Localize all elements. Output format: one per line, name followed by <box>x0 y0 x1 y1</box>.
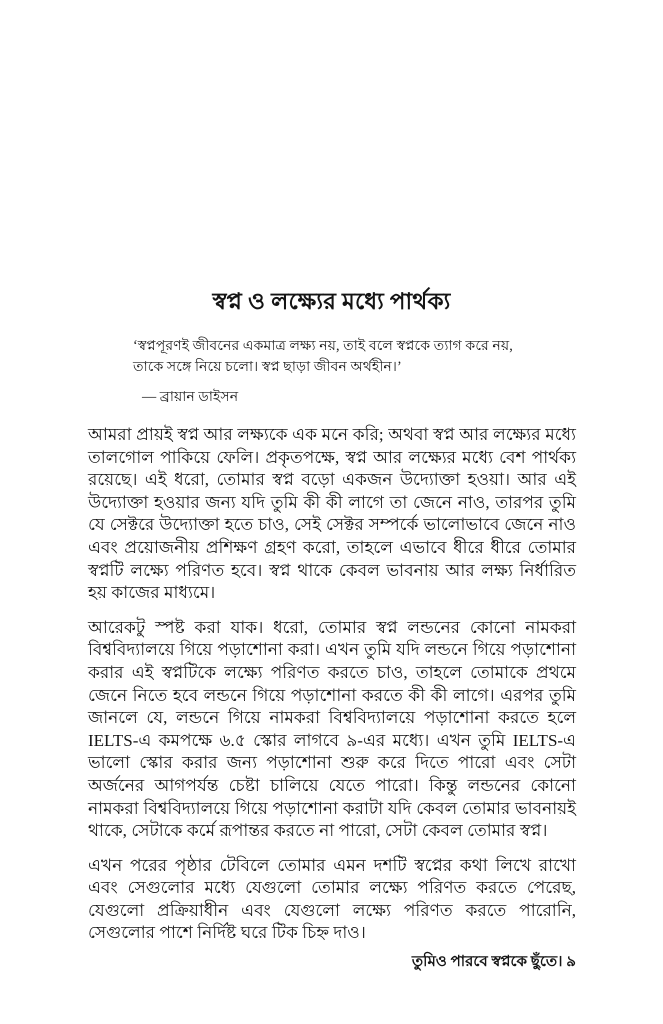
chapter-title: স্বপ্ন ও লক্ষ্যের মধ্যে পার্থক্য <box>212 289 451 315</box>
body-text-column <box>88 424 576 945</box>
body-paragraph: এখন পরের পৃষ্ঠার টেবিলে তোমার এমন দশটি স্বপ্নের কথা লিখে রাখো এবং সেগুলোর মধ্যে যেগুলো তোমার লক্ষ্যে পরিণত করতে পেরেছ, যেগুলো প্রক্রিয়াধীন এবং যেগুলো লক্ষ্যে পরিণত করতে পারোনি, সেগুলোর পাশে নির্দিষ্ট ঘরে টিক চিহ্ন দাও। <box>88 855 576 943</box>
epigraph-block <box>133 336 541 407</box>
body-paragraph: আমরা প্রায়ই স্বপ্ন আর লক্ষ্যকে এক মনে করি; অথবা স্বপ্ন আর লক্ষ্যের মধ্যে তালগোল পাকিয়ে ফেলি। প্রকৃতপক্ষে, স্বপ্ন আর লক্ষ্যের মধ্যে বেশ পার্থক্য রয়েছে। এই ধরো, তোমার স্বপ্ন বড়ো একজন উদ্যোক্তা হওয়া। আর এই উদ্যোক্তা হওয়ার জন্য যদি তুমি কী কী লাগে তা জেনে নাও, তারপর তুমি যে সেক্টরে উদ্যোক্তা হতে চাও, সেই সেক্টর সম্পর্কে ভালোভাবে জেনে নাও এবং প্রয়োজনীয় প্রশিক্ষণ গ্রহণ করো, তাহলে এভাবে ধীরে ধীরে তোমার স্বপ্নটি লক্ষ্যে পরিণত হবে। স্বপ্ন থাকে কেবল ভাবনায় আর লক্ষ্য নির্ধারিত হয় কাজের মাধ্যমে। <box>88 425 576 603</box>
epigraph-quote: ‘স্বপ্নপূরণই জীবনের একমাত্র লক্ষ্য নয়, তাই বলে স্বপ্নকে ত্যাগ করে নয়, তাকে সঙ্গে নিয়ে চলো। স্বপ্ন ছাড়া জীবন অর্থহীন।’ <box>133 338 513 375</box>
epigraph-attribution: — ব্রায়ান ডাইসন <box>142 389 239 405</box>
page-number: ৯ <box>566 954 576 970</box>
page-footer <box>88 952 576 972</box>
footer-separator: । <box>557 954 563 970</box>
body-paragraph: আরেকটু স্পষ্ট করা যাক। ধরো, তোমার স্বপ্ন লন্ডনের কোনো নামকরা বিশ্ববিদ্যালয়ে গিয়ে পড়াশোনা করা। এখন তুমি যদি লন্ডনে গিয়ে পড়াশোনা করার এই স্বপ্নটিকে লক্ষ্যে পরিণত করতে চাও, তাহলে তোমাকে প্রথমে জেনে নিতে হবে লন্ডনে গিয়ে পড়াশোনা করতে কী কী লাগে। এরপর তুমি জানলে যে, লন্ডনে গিয়ে নামকরা বিশ্ববিদ্যালয়ে পড়াশোনা করতে হলে IELTS-এ কমপক্ষে ৬.৫ স্কোর লাগবে ৯-এর মধ্যে। এখন তুমি IELTS-এ ভালো স্কোর করার জন্য পড়াশোনা শুরু করে দিতে পারো এবং সেটা অর্জনের আগপর্যন্ত চেষ্টা চালিয়ে যেতে পারো। কিন্তু লন্ডনের কোনো নামকরা বিশ্ববিদ্যালয়ে গিয়ে পড়াশোনা করাটা যদি কেবল তোমার ভাবনায়ই থাকে, সেটাকে কর্মে রূপান্তর করতে না পারো, সেটা কেবল তোমার স্বপ্ন। <box>88 617 576 841</box>
footer-book-title: তুমিও পারবে স্বপ্নকে ছুঁতে <box>411 954 558 970</box>
